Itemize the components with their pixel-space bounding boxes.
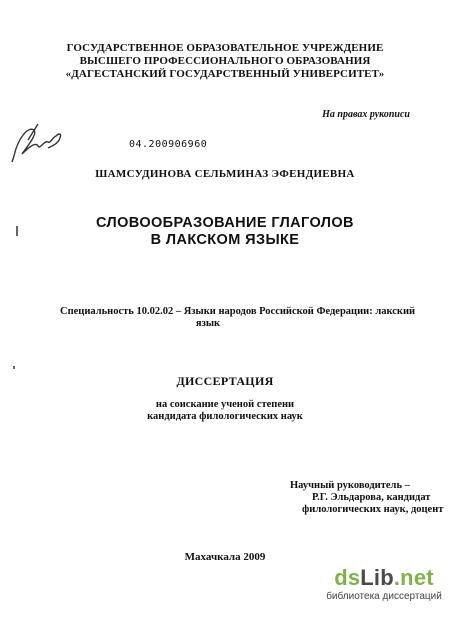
- dslib-subtitle: библиотека диссертаций: [326, 591, 442, 602]
- city-year: Махачкала 2009: [184, 551, 266, 563]
- degree-statement: [0, 399, 450, 423]
- specialty-line-1: Специальность 10.02.02 – Языки народов Российской Федерации: лакский: [60, 306, 416, 317]
- advisor-line-2: Р.Г. Эльдарова, кандидат: [312, 492, 431, 503]
- scan-edge-dot: [13, 366, 15, 369]
- logo-part-ds: ds: [334, 565, 361, 590]
- advisor-line-1: Научный руководитель –: [290, 480, 410, 491]
- registration-stamp-number: 04.200906960: [129, 139, 208, 150]
- title-line-2: В ЛАКСКОМ ЯЗЫКЕ: [150, 232, 300, 248]
- title-line-1: СЛОВООБРАЗОВАНИЕ ГЛАГОЛОВ: [96, 215, 354, 231]
- handwritten-signature: [8, 116, 66, 168]
- logo-part-net: .net: [393, 565, 434, 590]
- manuscript-rights-note: На правах рукописи: [322, 109, 410, 120]
- degree-line-1: на соискание ученой степени: [155, 399, 295, 410]
- institution-line-3: «ДАГЕСТАНСКИЙ ГОСУДАРСТВЕННЫЙ УНИВЕРСИТЕТ»: [65, 68, 385, 80]
- scientific-advisor: [290, 480, 443, 516]
- author-name: ШАМСУДИНОВА СЕЛЬМИНАЗ ЭФЕНДИЕВНА: [95, 168, 355, 180]
- specialty-line-2: язык: [195, 318, 221, 329]
- institution-header: [0, 42, 450, 81]
- advisor-line-3: филологических наук, доцент: [302, 504, 444, 515]
- dslib-logo: [322, 566, 446, 590]
- logo-part-lib: Lib: [360, 565, 394, 590]
- document-type: ДИССЕРТАЦИЯ: [176, 374, 274, 388]
- dslib-watermark: [322, 566, 446, 602]
- degree-line-2: кандидата филологических наук: [147, 411, 303, 422]
- institution-line-1: ГОСУДАРСТВЕННОЕ ОБРАЗОВАТЕЛЬНОЕ УЧРЕЖДЕНИЕ: [66, 42, 384, 54]
- institution-line-2: ВЫСШЕГО ПРОФЕССИОНАЛЬНОГО ОБРАЗОВАНИЯ: [79, 55, 371, 67]
- dissertation-title: [0, 215, 450, 249]
- specialty: [60, 306, 420, 330]
